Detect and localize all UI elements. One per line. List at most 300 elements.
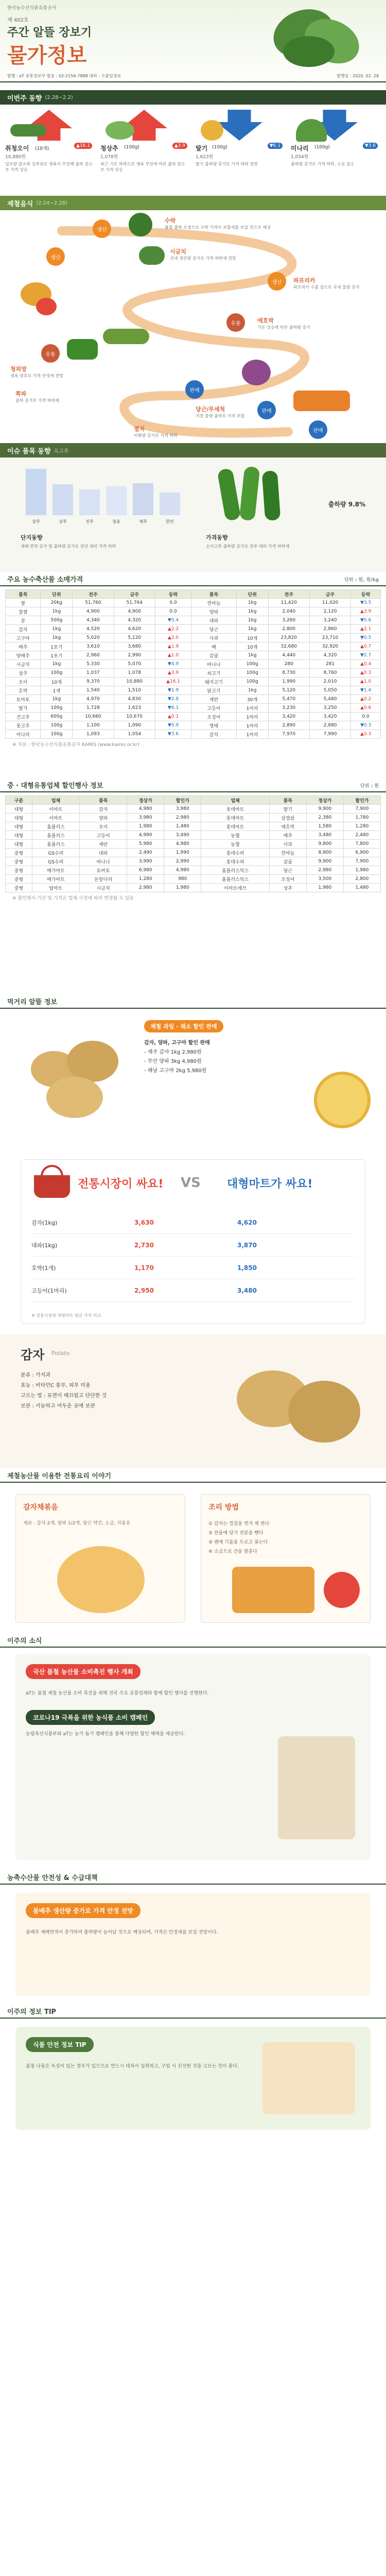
table-cell: 1kg: [236, 607, 268, 616]
weekly-price: 1,054원: [291, 155, 309, 160]
paprika-red-icon: [36, 298, 57, 315]
table-cell: ▲3.9: [155, 669, 191, 677]
table-cell: 51,764: [114, 599, 155, 607]
table-cell: 탑마트: [32, 884, 79, 892]
table-cell: 롯데수퍼: [201, 857, 269, 866]
survey-sub: 옥고추: [54, 448, 69, 454]
table-cell: 명태: [191, 721, 237, 730]
table-header: 단위: [236, 590, 268, 599]
weekly-price: 10,880원: [5, 155, 26, 160]
weekly-item: [100, 110, 190, 192]
table-cell: 이마트: [32, 814, 79, 822]
table-cell: 8,760: [309, 669, 350, 677]
flow-step-item: [10, 365, 124, 379]
flow-step-desc: 국내 생산량 증가로 가격 하락세 전망: [170, 256, 236, 261]
table-cell: 대파: [80, 849, 127, 857]
table-cell: ▼2.7: [351, 651, 381, 660]
table-cell: 4,320: [309, 651, 350, 660]
safety-section: [0, 1870, 386, 2004]
table-cell: ▲1.9: [155, 642, 191, 651]
table-cell: 4,900: [73, 607, 114, 616]
table-cell: ▲2.1: [351, 625, 381, 634]
table-cell: ▼1.9: [155, 686, 191, 695]
table-cell: 1,280: [343, 822, 380, 831]
survey-right-title: 가격동향: [206, 534, 228, 541]
flow-step-title: 수박: [165, 217, 176, 224]
table-cell: 1kg: [236, 625, 268, 634]
table-cell: 500g: [41, 616, 73, 625]
table-cell: 계란: [191, 695, 237, 704]
table-cell: 배: [191, 642, 237, 651]
table-cell: 32,920: [309, 642, 350, 651]
table-cell: 상추: [6, 669, 41, 677]
flow-step-title: 시금치: [170, 248, 186, 255]
potato-image: [226, 1350, 371, 1453]
table-cell: 281: [309, 660, 350, 669]
recipe-line: - 제주 감자 1kg 2,980원: [144, 1049, 202, 1055]
table-cell: 1마리: [236, 713, 268, 721]
table-cell: 1,980: [343, 866, 380, 875]
survey-label: 청송: [112, 519, 120, 524]
dish-step: ② 찬물에 담가 전분을 뺀다: [208, 1531, 264, 1536]
news-title: 이주의 소식: [7, 1637, 42, 1645]
flow-step-title: 멸치: [134, 426, 145, 432]
table-row: [6, 660, 381, 669]
weekly-delta: ▼6.1: [268, 143, 283, 149]
tip-image: [262, 2042, 355, 2114]
flow-step-desc: 출하 증가로 가격 하락세: [15, 398, 59, 403]
header: [0, 0, 386, 90]
table-cell: 2,990: [114, 651, 155, 660]
table-row: [6, 831, 381, 840]
table-cell: 10,670: [114, 713, 155, 721]
potato-title: 감자: [21, 1348, 45, 1362]
flow-step-desc: 기온 상승에 따른 출하량 증가: [257, 325, 310, 330]
table-cell: 100g: [41, 730, 73, 739]
table-header: 정상가: [127, 796, 164, 805]
flow-step-desc: 생육 양호로 가격 안정세 전망: [10, 374, 63, 378]
survey-section: [0, 443, 386, 572]
compare-row: [31, 1211, 356, 1234]
meta-right: 발행일 : 2020. 02. 28: [337, 74, 379, 78]
compare-item: 고등어(1마리): [31, 1287, 67, 1294]
table-cell: 2,880: [309, 721, 350, 730]
table-cell: 1,980: [306, 884, 343, 892]
table-cell: ▼3.5: [351, 599, 381, 607]
table-cell: 23,710: [309, 634, 350, 642]
table-cell: 3,230: [268, 704, 309, 713]
table-cell: 10,880: [114, 677, 155, 686]
table-cell: 홈플러스: [32, 840, 79, 849]
table-cell: 2,040: [268, 607, 309, 616]
table-cell: 토마토: [6, 695, 41, 704]
news-badge: 코로나19 극복을 위한 농식품 소비 캠페인: [26, 1710, 155, 1725]
flow-map: [0, 210, 386, 443]
table-cell: 롯데수퍼: [201, 849, 269, 857]
table-cell: 5,020: [73, 634, 114, 642]
table-cell: 1kg: [236, 686, 268, 695]
retail-note: ※ 자료 : 한국농수산식품유통공사 KAMIS (www.kamis.or.kr): [12, 742, 139, 748]
news-box: [15, 1654, 371, 1860]
table-cell: 오징어: [269, 875, 306, 884]
table-cell: 2,890: [268, 721, 309, 730]
survey-bar-item: [133, 483, 153, 515]
news-section: [0, 1633, 386, 1870]
survey-right-desc: 오이고추 출하량 증가로 전주 대비 가격 하락세: [206, 544, 290, 549]
table-cell: ▲0.1: [155, 713, 191, 721]
table-cell: 10개: [236, 634, 268, 642]
table-cell: 배추: [269, 831, 306, 840]
weekly-bar: [0, 90, 386, 105]
weekly-title: 이번주 동향: [7, 94, 42, 103]
flow-step-title: 당근/무세척: [196, 406, 225, 413]
pepper-image: [216, 464, 304, 526]
table-cell: 4,440: [268, 651, 309, 660]
weekly-price: 1,623원: [196, 155, 214, 160]
table-cell: 4,980: [164, 866, 201, 875]
table-cell: 7,800: [343, 840, 380, 849]
dish-step: ③ 팬에 기름을 두르고 볶는다: [208, 1540, 268, 1545]
flow-step: [185, 380, 204, 399]
table-cell: 5,980: [127, 840, 164, 849]
safety-bar: [0, 1870, 386, 1885]
dish-step: ① 감자는 껍질을 벗겨 채 썬다: [208, 1521, 270, 1527]
flow-step: [41, 344, 60, 363]
table-cell: 1kg: [41, 625, 73, 634]
table-cell: 3,250: [309, 704, 350, 713]
flow-step-label: 유통: [41, 344, 60, 363]
compare-row: [31, 1279, 356, 1302]
table-cell: 쇠고기: [191, 669, 237, 677]
table-cell: 3,680: [114, 642, 155, 651]
table-cell: 5,470: [268, 695, 309, 704]
table-cell: ▼0.9: [155, 721, 191, 730]
survey-right: [206, 533, 371, 549]
table-header: 등락: [155, 590, 191, 599]
table-cell: 1,037: [73, 669, 114, 677]
news-image: [278, 1736, 355, 1839]
table-cell: 1kg: [41, 695, 73, 704]
compare-item: 감자(1kg): [31, 1219, 58, 1226]
basket-icon: [31, 1165, 73, 1201]
recipe-section: [0, 994, 386, 1149]
recipe-line: - 해남 고구마 2kg 5,980원: [144, 1068, 207, 1074]
table-cell: 바나나: [191, 660, 237, 669]
potato-info-line: 고르는 법 : 표면이 매끄럽고 단단한 것: [21, 1393, 107, 1399]
weekly-item: [5, 110, 95, 192]
table-cell: 찹쌀: [6, 607, 41, 616]
table-cell: 980: [164, 875, 201, 884]
table-cell: 건고추: [6, 713, 41, 721]
table-cell: 딸기: [6, 704, 41, 713]
table-cell: 2,480: [343, 831, 380, 840]
table-row: [6, 642, 381, 651]
table-cell: ▼0.5: [351, 634, 381, 642]
recipe-lines: [144, 1039, 371, 1076]
table-cell: 깐마늘: [269, 849, 306, 857]
dish-section: [0, 1468, 386, 1633]
table-cell: 대파: [191, 616, 237, 625]
survey-bar-item: [160, 493, 180, 515]
table-cell: 2,980: [127, 884, 164, 892]
table-row: [6, 651, 381, 660]
table-cell: 깐마늘: [191, 599, 237, 607]
table-cell: 1포기: [41, 651, 73, 660]
table-cell: 1,580: [306, 822, 343, 831]
table-cell: 10개: [236, 642, 268, 651]
weekly-desc: 일조량 감소와 강추위로 생육이 부진해 출하 감소로 가격 상승: [5, 162, 93, 173]
table-cell: 1kg: [236, 616, 268, 625]
badge-icon: [324, 1572, 360, 1608]
wholesale-title: 중 · 대형유통업체 할인행사 정보: [7, 782, 103, 790]
table-cell: 3,980: [164, 805, 201, 814]
table-cell: 중형: [6, 857, 32, 866]
table-cell: ▲0.2: [351, 695, 381, 704]
weekly-price: 1,078원: [100, 155, 118, 160]
compare-note: ※ 전통시장과 대형마트 평균 가격 비교: [31, 1313, 101, 1318]
table-cell: 8,900: [306, 849, 343, 857]
table-cell: 1,980: [127, 822, 164, 831]
table-cell: 감자: [80, 805, 127, 814]
recipe-box: [144, 1020, 371, 1076]
table-cell: ▲1.0: [155, 651, 191, 660]
table-cell: 오이: [80, 822, 127, 831]
table-cell: 1,990: [268, 677, 309, 686]
table-cell: 3,480: [306, 831, 343, 840]
table-cell: 2,800: [343, 875, 380, 884]
spinach-icon: [139, 246, 165, 265]
compare-section: [0, 1149, 386, 1334]
compare-a: 1,170: [134, 1264, 154, 1272]
table-cell: 중형: [6, 884, 32, 892]
table-header: 품목: [6, 590, 41, 599]
dish-right-title: 조리 방법: [208, 1503, 239, 1512]
table-cell: 1,078: [114, 669, 155, 677]
survey-left: [21, 533, 185, 549]
table-cell: 1,780: [343, 814, 380, 822]
table-cell: 닭고기: [191, 686, 237, 695]
table-cell: 메가마트: [32, 875, 79, 884]
table-cell: 2,980: [306, 866, 343, 875]
table-cell: 대형: [6, 822, 32, 831]
survey-label: 진주: [85, 519, 94, 524]
table-header: 구분: [6, 796, 32, 805]
flow-step-label: 판매: [309, 420, 327, 439]
flow-step-desc: 파프리카 수출 감소로 국내 물량 증가: [293, 285, 360, 290]
table-cell: 9,370: [73, 677, 114, 686]
table-header: 할인가: [164, 796, 201, 805]
retail-bar: [0, 572, 386, 586]
table-cell: 1포기: [41, 642, 73, 651]
table-cell: 1,480: [343, 884, 380, 892]
compare-b: 1,850: [237, 1264, 257, 1272]
table-cell: GS수퍼: [32, 857, 79, 866]
dish-image: [57, 1546, 145, 1613]
survey-left-title: 단지동향: [21, 534, 43, 541]
table-cell: 1,090: [114, 721, 155, 730]
table-row: [6, 849, 381, 857]
safety-title: 농축수산물 안전성 & 수급대책: [7, 1874, 98, 1882]
retail-title: 주요 농수축산물 소매가격: [7, 575, 83, 584]
table-cell: 돈앞다리: [80, 875, 127, 884]
flow-step-title: 파프리카: [293, 277, 315, 284]
table-cell: 미나리: [6, 730, 41, 739]
table-cell: ▲0.6: [351, 704, 381, 713]
table-cell: 5,120: [114, 634, 155, 642]
table-header: 금주: [309, 590, 350, 599]
cabbage-icon: [242, 360, 271, 385]
table-cell: 시금치: [6, 660, 41, 669]
news-bar: [0, 1633, 386, 1648]
table-cell: 600g: [41, 713, 73, 721]
compare-b: 3,480: [237, 1286, 257, 1294]
table-row: [6, 713, 381, 721]
table-cell: 1,623: [114, 704, 155, 713]
table-cell: 1,728: [73, 704, 114, 713]
table-cell: 30개: [236, 695, 268, 704]
issue-label: 제 402호: [7, 18, 29, 23]
table-cell: ▼0.6: [351, 616, 381, 625]
table-cell: 8,730: [268, 669, 309, 677]
table-cell: ▲2.2: [155, 625, 191, 634]
table-cell: 0.0: [351, 713, 381, 721]
table-row: [6, 599, 381, 607]
flow-step-label: 생산: [93, 219, 111, 238]
flow-step-desc: 어획량 증가로 가격 하락: [134, 433, 178, 438]
table-cell: 토마토: [80, 866, 127, 875]
flow-step-item: [196, 405, 268, 419]
recipe-bar: [0, 994, 386, 1009]
table-cell: 20kg: [41, 599, 73, 607]
table-cell: 1,990: [164, 849, 201, 857]
table-row: [6, 704, 381, 713]
table-cell: 51,760: [73, 599, 114, 607]
survey-labels: [26, 519, 180, 524]
flow-step-label: 생산: [46, 247, 65, 266]
table-row: [6, 695, 381, 704]
table-cell: 대형: [6, 831, 32, 840]
tip-box: [15, 2027, 371, 2130]
flow-title: 제철음식: [7, 200, 33, 208]
potato-eng: Potato: [51, 1350, 70, 1357]
flow-step: [268, 272, 286, 291]
table-cell: 바나나: [80, 857, 127, 866]
weekly-sub: (2.28~2.2): [45, 94, 73, 100]
survey-left-desc: 재배 면적 증가 및 출하량 증가로 전년 대비 가격 하락: [21, 544, 116, 549]
org-name: 한국농수산식품유통공사: [7, 6, 57, 11]
survey-caption: 출하량 9.8%: [328, 501, 365, 508]
table-cell: 4,970: [73, 695, 114, 704]
table-cell: 1kg: [41, 660, 73, 669]
table-row: [6, 822, 381, 831]
table-cell: 롯데마트: [201, 822, 269, 831]
table-cell: 4,980: [127, 805, 164, 814]
table-cell: 홈플러스: [32, 831, 79, 840]
weekly-unit: (100g): [212, 145, 227, 150]
table-cell: 4,620: [114, 625, 155, 634]
compare-a: 3,630: [134, 1218, 154, 1226]
table-cell: 대형: [6, 840, 32, 849]
table-cell: ▲3.9: [351, 607, 381, 616]
table-cell: 5,050: [309, 686, 350, 695]
table-cell: 중형: [6, 866, 32, 875]
compare-right-title: 대형마트가 싸요!: [227, 1178, 313, 1191]
table-header: 단위: [41, 590, 73, 599]
table-cell: 시금치: [80, 884, 127, 892]
table-cell: 1kg: [236, 651, 268, 660]
table-header: 품목: [80, 796, 127, 805]
wholesale-bar: [0, 778, 386, 792]
table-row: [6, 805, 381, 814]
dish-section-title: 제철농산물 이용한 전통요리 이야기: [7, 1472, 111, 1480]
table-cell: ▼3.6: [155, 730, 191, 739]
table-cell: 콩: [6, 616, 41, 625]
table-cell: 32,680: [268, 642, 309, 651]
flow-step-title: 애호박: [257, 317, 274, 324]
table-cell: ▲0.3: [351, 669, 381, 677]
tip-text: 봄철 나물은 독성이 있는 경우가 있으므로 반드시 데쳐서 섭취하고, 구입 시 신선한 것을 고르는 것이 좋다.: [26, 2064, 239, 2069]
weekly-unit: (100g): [314, 145, 330, 150]
pepper-icon: [67, 339, 98, 360]
news-text: aT는 봄철 제철 농산물 소비 촉진을 위해 전국 주요 유통업체와 함께 할인 행사를 진행한다.: [26, 1691, 209, 1696]
table-cell: 1,980: [164, 884, 201, 892]
table-cell: 2,490: [127, 849, 164, 857]
tip-badge: 식품 안전 정보 TIP: [26, 2037, 94, 2052]
table-cell: 딸기: [269, 805, 306, 814]
table-cell: 고구마: [6, 634, 41, 642]
weekly-section: [0, 90, 386, 196]
table-cell: 메가마트: [32, 866, 79, 875]
safety-badge: 봄배추 생산량 증가로 가격 안정 전망: [26, 1903, 141, 1918]
weekly-delta: ▲16.1: [74, 143, 92, 149]
table-cell: 3,990: [127, 857, 164, 866]
compare-item: 대파(1kg): [31, 1242, 58, 1249]
table-cell: ▼4.9: [155, 660, 191, 669]
recipe-badge: 제철 과일 · 채소 할인 판매: [144, 1020, 223, 1032]
table-cell: 2,860: [309, 625, 350, 634]
recipe-line: 감자, 양파, 고구마 할인 판매: [144, 1040, 210, 1046]
table-cell: 3,610: [73, 642, 114, 651]
table-cell: 4,320: [114, 616, 155, 625]
table-cell: 10,660: [73, 713, 114, 721]
table-cell: 6,900: [343, 849, 380, 857]
table-cell: 2,990: [164, 857, 201, 866]
table-cell: 양파: [191, 607, 237, 616]
table-row: [6, 669, 381, 677]
weekly-delta: ▲3.9: [172, 143, 187, 149]
compare-box: [21, 1159, 365, 1324]
table-cell: 당근: [269, 866, 306, 875]
flow-step: [93, 219, 111, 238]
tip-section: [0, 2004, 386, 2138]
table-cell: 1,054: [114, 730, 155, 739]
table-cell: 롯데마트: [201, 805, 269, 814]
table-cell: 2,120: [309, 607, 350, 616]
table-cell: 5,480: [309, 695, 350, 704]
table-cell: 1,510: [114, 686, 155, 695]
table-cell: 1마리: [236, 704, 268, 713]
table-cell: 감자: [6, 625, 41, 634]
table-cell: ▼0.3: [351, 721, 381, 730]
compare-rows: [31, 1211, 356, 1302]
flow-step-title: 쪽파: [15, 391, 27, 397]
table-cell: 10개: [41, 677, 73, 686]
dish-left-title: 감자채볶음: [23, 1503, 58, 1512]
flow-step: [46, 247, 65, 266]
compare-item: 호박(1개): [31, 1264, 56, 1272]
table-row: [6, 607, 381, 616]
table-cell: 7,970: [268, 730, 309, 739]
